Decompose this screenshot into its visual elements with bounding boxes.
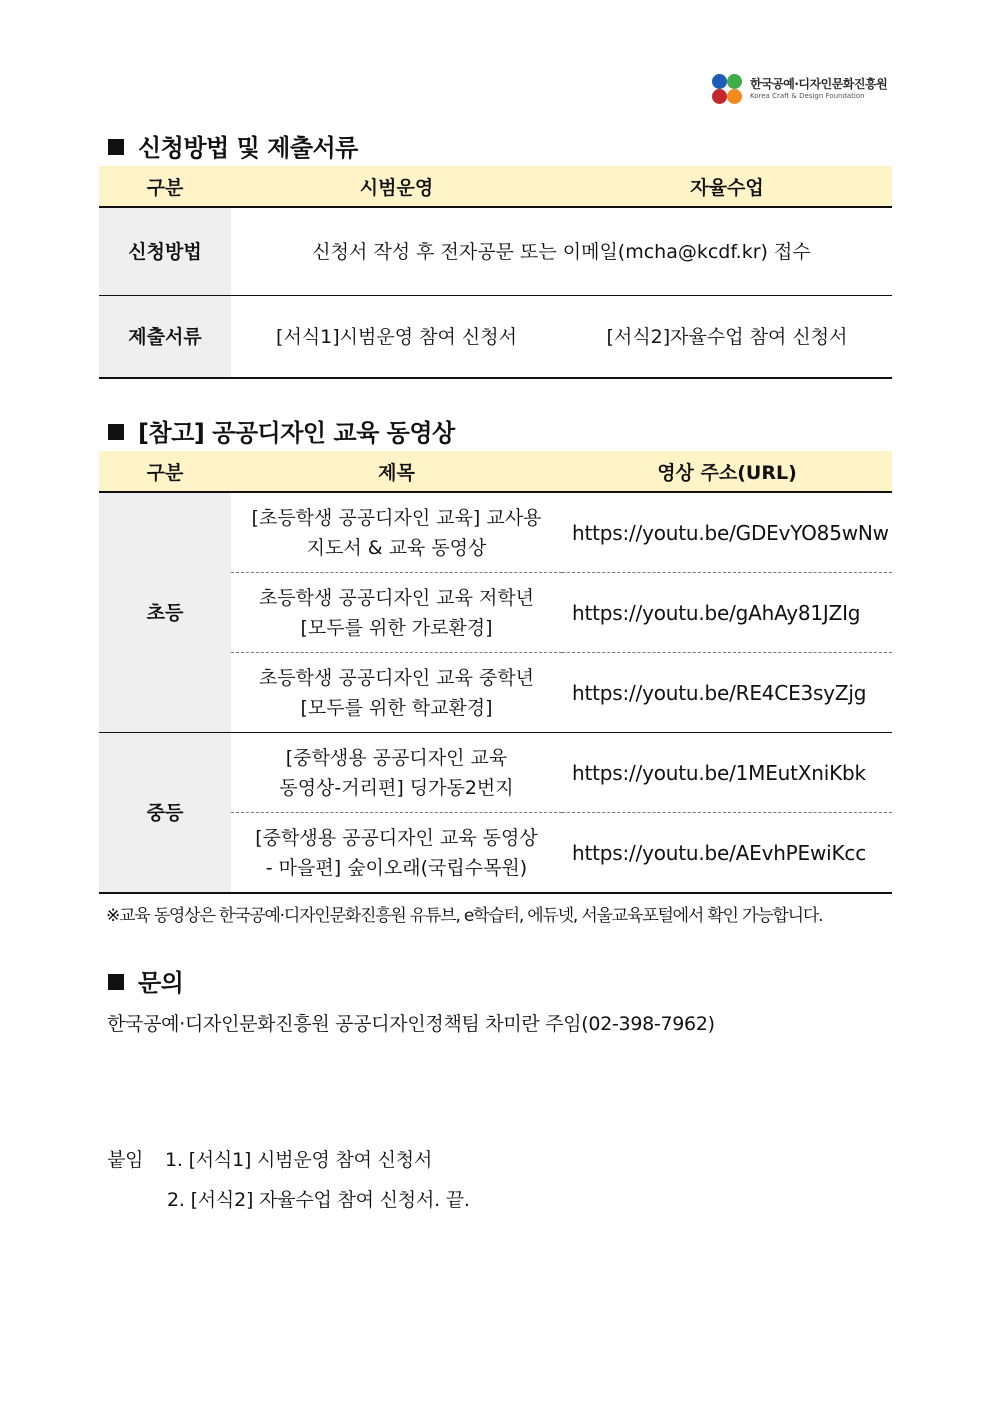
logo-mark-icon xyxy=(710,73,744,105)
square-bullet-icon xyxy=(108,139,124,155)
group-label-elementary: 초등 xyxy=(99,492,231,733)
documents-self: [서식2]자율수업 참여 신청서 xyxy=(562,296,892,379)
video-title: [중학생용 공공디자인 교육 동영상-거리편] 딩가동2번지 xyxy=(231,733,562,813)
video-title: [중학생용 공공디자인 교육 동영상 - 마을편] 숲이오래(국립수목원) xyxy=(231,813,562,894)
logo-name-kr: 한국공예·디자인문화진흥원 xyxy=(750,77,888,91)
section-title-videos: [참고] 공공디자인 교육 동영상 xyxy=(108,413,455,448)
application-table xyxy=(99,166,892,379)
video-table xyxy=(99,451,892,894)
header-category: 구분 xyxy=(99,166,231,207)
video-url-link[interactable]: https://youtu.be/gAhAy81JZIg xyxy=(562,573,892,653)
video-url-link[interactable]: https://youtu.be/RE4CE3syZjg xyxy=(562,653,892,733)
header-category: 구분 xyxy=(99,451,231,492)
header-url: 영상 주소(URL) xyxy=(562,451,892,492)
header-self: 자율수업 xyxy=(562,166,892,207)
documents-label: 제출서류 xyxy=(99,296,231,379)
attachment-item-1: 1. [서식1] 시범운영 참여 신청서 xyxy=(165,1149,433,1171)
header-pilot: 시범운영 xyxy=(231,166,562,207)
documents-pilot: [서식1]시범운영 참여 신청서 xyxy=(231,296,562,379)
section-title-inquiry: 문의 xyxy=(108,963,183,998)
square-bullet-icon xyxy=(108,974,124,990)
video-title: [초등학생 공공디자인 교육] 교사용 지도서 & 교육 동영상 xyxy=(231,492,562,573)
inquiry-contact: 한국공예·디자인문화진흥원 공공디자인정책팀 차미란 주임(02-398-7962) xyxy=(107,1013,715,1035)
logo-name-en: Korea Craft & Design Foundation xyxy=(750,92,865,100)
video-title: 초등학생 공공디자인 교육 저학년 [모두를 위한 가로환경] xyxy=(231,573,562,653)
group-label-middle: 중등 xyxy=(99,733,231,894)
video-url-link[interactable]: https://youtu.be/AEvhPEwiKcc xyxy=(562,813,892,894)
apply-method-label: 신청방법 xyxy=(99,207,231,296)
header-title: 제목 xyxy=(231,451,562,492)
square-bullet-icon xyxy=(108,424,124,440)
video-note: ※교육 동영상은 한국공예·디자인문화진흥원 유튜브, e학습터, 에듀넷, 서울교육포털에서 확인 가능합니다. xyxy=(106,906,823,926)
video-url-link[interactable]: https://youtu.be/GDEvYO85wNw xyxy=(562,492,892,573)
kcdf-logo xyxy=(710,72,887,106)
section-title-application: 신청방법 및 제출서류 xyxy=(108,128,358,163)
apply-method-text: 신청서 작성 후 전자공문 또는 이메일(mcha@kcdf.kr) 접수 xyxy=(231,207,892,296)
video-title: 초등학생 공공디자인 교육 중학년 [모두를 위한 학교환경] xyxy=(231,653,562,733)
attachment-label: 붙임 xyxy=(107,1149,144,1171)
video-url-link[interactable]: https://youtu.be/1MEutXniKbk xyxy=(562,733,892,813)
attachment-item-2: 2. [서식2] 자율수업 참여 신청서. 끝. xyxy=(167,1189,470,1211)
